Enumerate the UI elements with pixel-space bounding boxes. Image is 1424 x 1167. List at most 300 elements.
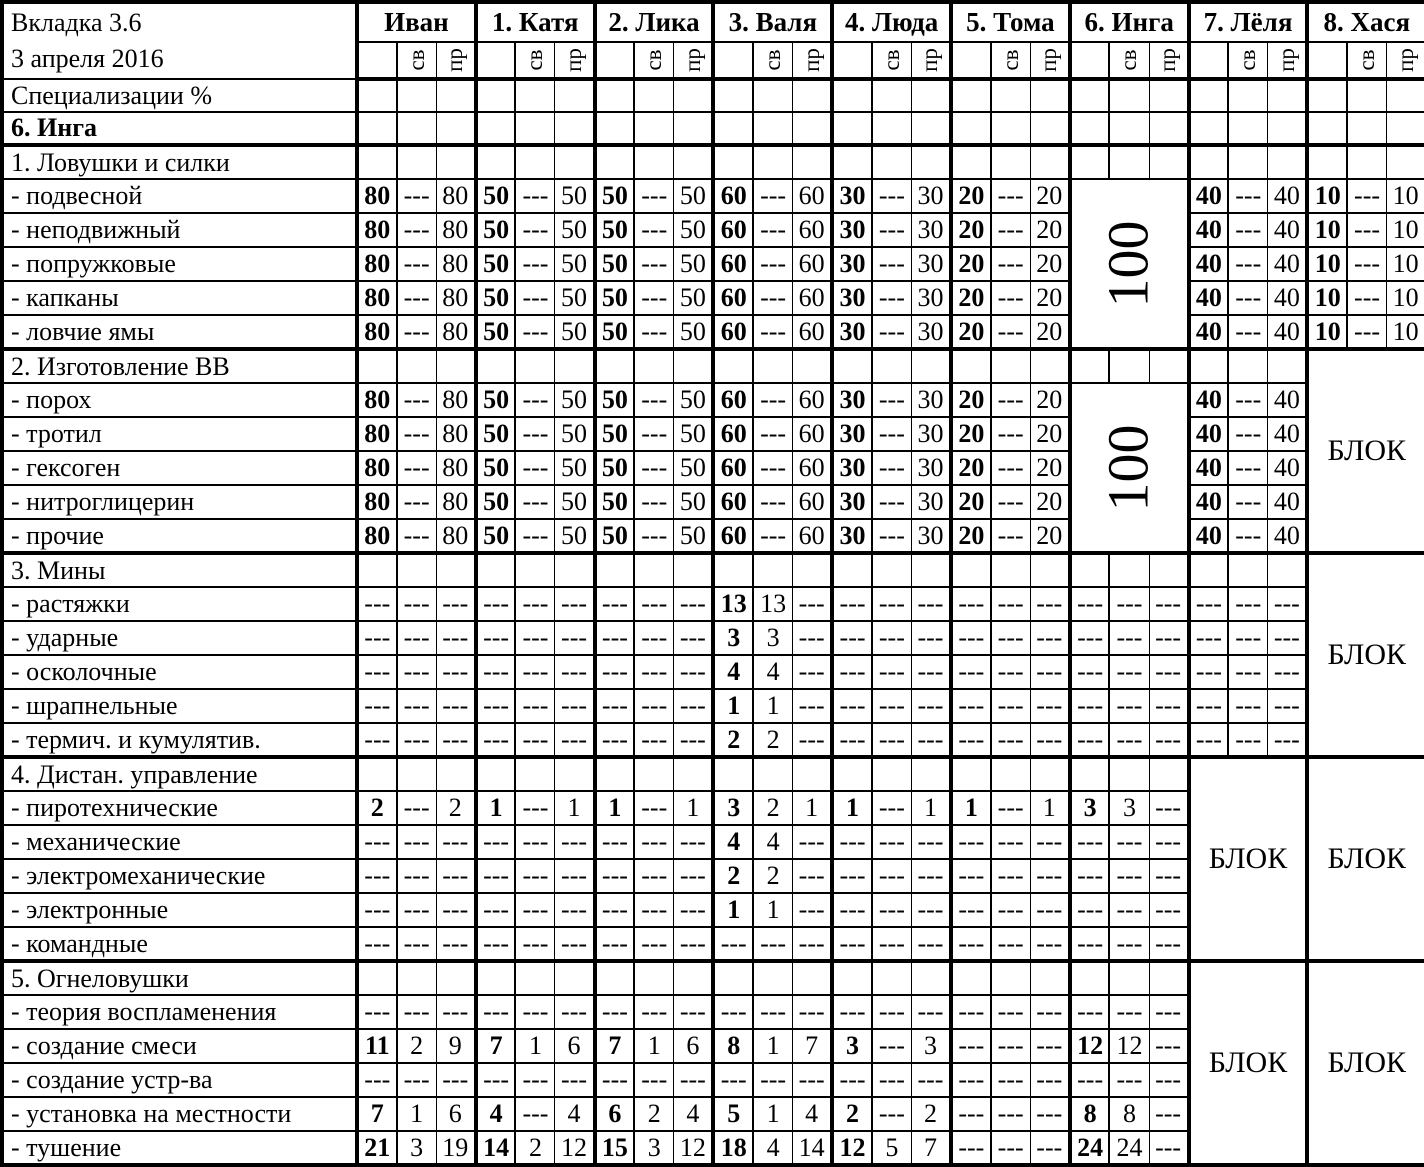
value-cell: 80 bbox=[436, 519, 476, 553]
value-cell: --- bbox=[991, 213, 1031, 247]
empty-cell bbox=[595, 349, 635, 383]
value-cell: 10 bbox=[1307, 247, 1347, 281]
value-cell: 2 bbox=[753, 791, 793, 825]
value-cell: 50 bbox=[674, 383, 714, 417]
value-cell: 3 bbox=[1109, 791, 1149, 825]
subcolumn-header bbox=[1387, 42, 1424, 79]
value-cell: --- bbox=[515, 281, 555, 315]
block-cell: БЛОК bbox=[1307, 553, 1424, 757]
empty-cell bbox=[1109, 79, 1149, 112]
value-cell: --- bbox=[911, 927, 951, 961]
value-cell: --- bbox=[1070, 587, 1110, 621]
empty-cell bbox=[911, 112, 951, 145]
value-cell: --- bbox=[1228, 247, 1268, 281]
value-cell: 3 bbox=[713, 621, 753, 655]
empty-cell bbox=[872, 112, 912, 145]
value-cell: --- bbox=[1228, 315, 1268, 349]
value-cell: 40 bbox=[1268, 247, 1308, 281]
empty-cell bbox=[1030, 79, 1070, 112]
value-cell: --- bbox=[1228, 417, 1268, 451]
value-cell: 50 bbox=[595, 247, 635, 281]
value-cell: --- bbox=[1268, 689, 1308, 723]
empty-cell bbox=[911, 757, 951, 791]
value-cell: --- bbox=[555, 1063, 595, 1097]
value-cell: --- bbox=[832, 995, 872, 1029]
value-cell: 80 bbox=[357, 485, 397, 519]
row-label: - гексоген bbox=[2, 451, 357, 485]
value-cell: 30 bbox=[911, 519, 951, 553]
value-cell: --- bbox=[397, 247, 437, 281]
value-cell: --- bbox=[872, 383, 912, 417]
value-cell: --- bbox=[1149, 893, 1189, 927]
value-cell: 50 bbox=[555, 179, 595, 213]
value-cell: --- bbox=[1109, 587, 1149, 621]
empty-cell bbox=[753, 112, 793, 145]
value-cell: --- bbox=[872, 587, 912, 621]
value-cell: --- bbox=[753, 451, 793, 485]
value-cell: 50 bbox=[555, 213, 595, 247]
value-cell: 30 bbox=[911, 213, 951, 247]
value-cell: 18 bbox=[713, 1131, 753, 1165]
value-cell: --- bbox=[991, 179, 1031, 213]
person-header-1: Иван bbox=[357, 2, 476, 42]
value-cell: 30 bbox=[911, 179, 951, 213]
value-cell: 40 bbox=[1189, 417, 1229, 451]
value-cell: --- bbox=[634, 859, 674, 893]
value-cell: --- bbox=[832, 825, 872, 859]
value-cell: --- bbox=[1109, 893, 1149, 927]
value-cell: 2 bbox=[753, 723, 793, 757]
empty-cell bbox=[397, 79, 437, 112]
value-cell: --- bbox=[1109, 995, 1149, 1029]
empty-cell bbox=[753, 757, 793, 791]
value-cell: --- bbox=[595, 723, 635, 757]
value-cell: --- bbox=[1228, 587, 1268, 621]
value-cell: --- bbox=[713, 995, 753, 1029]
value-cell: --- bbox=[1109, 655, 1149, 689]
value-cell: 2 bbox=[357, 791, 397, 825]
value-cell: --- bbox=[555, 927, 595, 961]
value-cell: --- bbox=[951, 1063, 991, 1097]
empty-cell bbox=[436, 757, 476, 791]
empty-cell bbox=[991, 757, 1031, 791]
value-cell: --- bbox=[753, 485, 793, 519]
row-label: - прочие bbox=[2, 519, 357, 553]
value-cell: --- bbox=[911, 655, 951, 689]
value-cell: --- bbox=[674, 689, 714, 723]
value-cell: --- bbox=[515, 689, 555, 723]
value-cell: --- bbox=[793, 723, 833, 757]
value-cell: 1 bbox=[753, 689, 793, 723]
empty-cell bbox=[595, 961, 635, 995]
value-cell: --- bbox=[1268, 723, 1308, 757]
row-label: - ударные bbox=[2, 621, 357, 655]
value-cell: --- bbox=[595, 655, 635, 689]
value-cell: --- bbox=[515, 587, 555, 621]
value-cell: 1 bbox=[555, 791, 595, 825]
empty-cell bbox=[753, 553, 793, 587]
subcolumn-label: св bbox=[1235, 49, 1261, 71]
value-cell: 24 bbox=[1070, 1131, 1110, 1165]
empty-cell bbox=[991, 79, 1031, 112]
row-label: - электромеханические bbox=[2, 859, 357, 893]
empty-cell bbox=[1228, 79, 1268, 112]
value-cell: 30 bbox=[832, 451, 872, 485]
empty-cell bbox=[634, 349, 674, 383]
value-cell: 50 bbox=[476, 213, 516, 247]
empty-cell bbox=[1189, 349, 1229, 383]
empty-cell bbox=[793, 349, 833, 383]
row-label: - создание устр-ва bbox=[2, 1063, 357, 1097]
person-header-5: 4. Люда bbox=[832, 2, 951, 42]
subcolumn-label: пр bbox=[798, 48, 824, 72]
empty-cell bbox=[515, 757, 555, 791]
subcolumn-label: пр bbox=[442, 48, 468, 72]
subcolumn-label: св bbox=[1353, 49, 1379, 71]
empty-cell bbox=[1149, 145, 1189, 179]
empty-cell bbox=[1307, 79, 1347, 112]
value-cell: --- bbox=[515, 655, 555, 689]
value-cell: --- bbox=[1189, 723, 1229, 757]
subcolumn-header bbox=[911, 42, 951, 79]
value-cell: 80 bbox=[436, 179, 476, 213]
empty-cell bbox=[1109, 349, 1149, 383]
value-cell: 50 bbox=[476, 451, 516, 485]
value-cell: --- bbox=[1030, 587, 1070, 621]
value-cell: --- bbox=[674, 1063, 714, 1097]
value-cell: 50 bbox=[476, 247, 516, 281]
value-cell: --- bbox=[753, 519, 793, 553]
section-title-2: 2. Изготовление ВВ bbox=[2, 349, 357, 383]
value-cell: --- bbox=[1149, 621, 1189, 655]
value-cell: --- bbox=[991, 859, 1031, 893]
value-cell: --- bbox=[397, 621, 437, 655]
value-cell: --- bbox=[674, 927, 714, 961]
row-label: - попружковые bbox=[2, 247, 357, 281]
empty-cell bbox=[951, 961, 991, 995]
row-label: - растяжки bbox=[2, 587, 357, 621]
value-cell: --- bbox=[1347, 281, 1387, 315]
empty-cell bbox=[397, 961, 437, 995]
empty-cell bbox=[753, 349, 793, 383]
row-label: - электронные bbox=[2, 893, 357, 927]
value-cell: --- bbox=[555, 621, 595, 655]
value-cell: 50 bbox=[595, 179, 635, 213]
value-cell: --- bbox=[872, 1063, 912, 1097]
value-cell: 8 bbox=[713, 1029, 753, 1063]
value-cell: 6 bbox=[555, 1029, 595, 1063]
value-cell: --- bbox=[515, 179, 555, 213]
value-cell: --- bbox=[634, 213, 674, 247]
value-cell: --- bbox=[911, 893, 951, 927]
value-cell: 3 bbox=[911, 1029, 951, 1063]
empty-cell bbox=[832, 961, 872, 995]
value-cell: --- bbox=[1228, 383, 1268, 417]
value-cell: --- bbox=[436, 723, 476, 757]
value-cell: --- bbox=[515, 825, 555, 859]
subcolumn-header bbox=[1109, 42, 1149, 79]
value-cell: 1 bbox=[911, 791, 951, 825]
empty-cell bbox=[634, 553, 674, 587]
empty-cell bbox=[832, 757, 872, 791]
value-cell: 14 bbox=[476, 1131, 516, 1165]
empty-cell bbox=[1109, 961, 1149, 995]
value-cell: 20 bbox=[951, 247, 991, 281]
value-cell: 7 bbox=[793, 1029, 833, 1063]
value-cell: 20 bbox=[951, 383, 991, 417]
person-header-4: 3. Валя bbox=[713, 2, 832, 42]
value-cell: --- bbox=[793, 893, 833, 927]
value-cell: --- bbox=[951, 1029, 991, 1063]
empty-cell bbox=[1070, 553, 1110, 587]
value-cell: --- bbox=[515, 893, 555, 927]
empty-cell bbox=[832, 553, 872, 587]
empty-cell bbox=[1268, 79, 1308, 112]
value-cell: --- bbox=[793, 655, 833, 689]
empty-cell bbox=[357, 145, 397, 179]
value-cell: --- bbox=[634, 791, 674, 825]
selected-person-label: 6. Инга bbox=[2, 112, 357, 145]
empty-cell bbox=[911, 961, 951, 995]
row-label: - командные bbox=[2, 927, 357, 961]
value-cell: --- bbox=[872, 689, 912, 723]
value-cell: 50 bbox=[555, 417, 595, 451]
value-cell: 4 bbox=[713, 825, 753, 859]
value-cell: 30 bbox=[911, 281, 951, 315]
value-cell: --- bbox=[1070, 1063, 1110, 1097]
value-cell: 80 bbox=[436, 451, 476, 485]
value-cell: --- bbox=[397, 451, 437, 485]
value-cell: --- bbox=[555, 689, 595, 723]
value-cell: 40 bbox=[1268, 213, 1308, 247]
section-title-3: 3. Мины bbox=[2, 553, 357, 587]
empty-cell bbox=[951, 145, 991, 179]
subcolumn-label: пр bbox=[917, 48, 943, 72]
value-cell: --- bbox=[476, 655, 516, 689]
value-cell: --- bbox=[674, 723, 714, 757]
value-cell: --- bbox=[832, 893, 872, 927]
value-cell: --- bbox=[1070, 995, 1110, 1029]
value-cell: --- bbox=[1149, 859, 1189, 893]
value-cell: --- bbox=[793, 927, 833, 961]
value-cell: --- bbox=[595, 893, 635, 927]
sheet-title-line1: Вкладка 3.6 bbox=[11, 8, 142, 37]
empty-cell bbox=[713, 349, 753, 383]
empty-cell bbox=[1109, 757, 1149, 791]
value-cell: --- bbox=[357, 995, 397, 1029]
value-cell: --- bbox=[991, 825, 1031, 859]
value-cell: --- bbox=[951, 621, 991, 655]
empty-cell bbox=[1189, 553, 1229, 587]
value-cell: 80 bbox=[436, 247, 476, 281]
value-cell: --- bbox=[515, 383, 555, 417]
value-cell: 20 bbox=[951, 315, 991, 349]
person-header-3: 2. Лика bbox=[595, 2, 714, 42]
value-cell: 20 bbox=[1030, 451, 1070, 485]
empty-cell bbox=[793, 553, 833, 587]
value-cell: 20 bbox=[951, 485, 991, 519]
value-cell: 60 bbox=[793, 383, 833, 417]
value-cell: 50 bbox=[476, 417, 516, 451]
value-cell: --- bbox=[555, 893, 595, 927]
value-cell: 10 bbox=[1387, 315, 1424, 349]
empty-cell bbox=[1268, 553, 1308, 587]
value-cell: --- bbox=[595, 587, 635, 621]
subcolumn-label: пр bbox=[560, 48, 586, 72]
empty-cell bbox=[357, 553, 397, 587]
value-cell: 3 bbox=[1070, 791, 1110, 825]
value-cell: --- bbox=[674, 587, 714, 621]
subcolumn-header bbox=[1228, 42, 1268, 79]
value-cell: --- bbox=[872, 621, 912, 655]
empty-cell bbox=[397, 349, 437, 383]
empty-cell bbox=[595, 757, 635, 791]
row-label: - термич. и кумулятив. bbox=[2, 723, 357, 757]
value-cell: --- bbox=[872, 519, 912, 553]
empty-cell bbox=[832, 145, 872, 179]
row-label: - механические bbox=[2, 825, 357, 859]
empty-cell bbox=[1109, 553, 1149, 587]
value-cell: 6 bbox=[436, 1097, 476, 1131]
empty-cell bbox=[793, 145, 833, 179]
value-cell: --- bbox=[397, 179, 437, 213]
value-cell: --- bbox=[674, 859, 714, 893]
empty-cell bbox=[713, 112, 753, 145]
value-cell: --- bbox=[1109, 689, 1149, 723]
value-cell: --- bbox=[1030, 893, 1070, 927]
empty-cell bbox=[1070, 145, 1110, 179]
value-cell: 20 bbox=[1030, 213, 1070, 247]
value-cell: --- bbox=[991, 1131, 1031, 1165]
empty-cell bbox=[357, 349, 397, 383]
value-cell: --- bbox=[1030, 1029, 1070, 1063]
value-cell: 7 bbox=[357, 1097, 397, 1131]
value-cell: 7 bbox=[476, 1029, 516, 1063]
empty-cell bbox=[357, 757, 397, 791]
empty-cell bbox=[1347, 79, 1387, 112]
value-cell: --- bbox=[555, 655, 595, 689]
value-cell: --- bbox=[634, 417, 674, 451]
row-label: - теория воспламенения bbox=[2, 995, 357, 1029]
value-cell: --- bbox=[634, 587, 674, 621]
empty-cell bbox=[1149, 349, 1189, 383]
value-cell: 30 bbox=[911, 315, 951, 349]
empty-cell bbox=[1387, 79, 1424, 112]
value-cell: 50 bbox=[476, 383, 516, 417]
block-cell: БЛОК bbox=[1307, 757, 1424, 961]
value-cell: --- bbox=[991, 689, 1031, 723]
value-cell: 80 bbox=[357, 519, 397, 553]
value-cell: 9 bbox=[436, 1029, 476, 1063]
value-cell: 80 bbox=[436, 417, 476, 451]
value-cell: --- bbox=[634, 723, 674, 757]
value-cell: --- bbox=[832, 859, 872, 893]
value-cell: --- bbox=[1149, 1029, 1189, 1063]
value-cell: --- bbox=[1070, 825, 1110, 859]
value-cell: 8 bbox=[1109, 1097, 1149, 1131]
value-cell: 1 bbox=[397, 1097, 437, 1131]
empty-cell bbox=[991, 145, 1031, 179]
value-cell: 1 bbox=[793, 791, 833, 825]
empty-cell bbox=[713, 961, 753, 995]
value-cell: --- bbox=[951, 1097, 991, 1131]
value-cell: --- bbox=[357, 825, 397, 859]
value-cell: 12 bbox=[674, 1131, 714, 1165]
value-cell: --- bbox=[872, 791, 912, 825]
value-cell: 50 bbox=[674, 281, 714, 315]
value-cell: 30 bbox=[832, 281, 872, 315]
value-cell: 1 bbox=[713, 893, 753, 927]
empty-cell bbox=[1070, 79, 1110, 112]
value-cell: 50 bbox=[595, 213, 635, 247]
value-cell: 3 bbox=[832, 1029, 872, 1063]
value-cell: --- bbox=[991, 995, 1031, 1029]
value-cell: 60 bbox=[793, 417, 833, 451]
value-cell: --- bbox=[1149, 655, 1189, 689]
empty-cell bbox=[634, 145, 674, 179]
value-cell: --- bbox=[476, 723, 516, 757]
value-cell: 4 bbox=[476, 1097, 516, 1131]
value-cell: --- bbox=[753, 1063, 793, 1097]
value-cell: 20 bbox=[1030, 519, 1070, 553]
section-title-4: 4. Дистан. управление bbox=[2, 757, 357, 791]
subcolumn-header bbox=[674, 42, 714, 79]
value-cell: --- bbox=[991, 451, 1031, 485]
value-cell: 2 bbox=[436, 791, 476, 825]
value-cell: 1 bbox=[753, 1097, 793, 1131]
empty-cell bbox=[713, 553, 753, 587]
value-cell: 40 bbox=[1268, 417, 1308, 451]
value-cell: --- bbox=[793, 689, 833, 723]
row-label: - неподвижный bbox=[2, 213, 357, 247]
subcolumn-header bbox=[991, 42, 1031, 79]
sheet-title bbox=[2, 2, 357, 79]
subcolumn-label: св bbox=[522, 49, 548, 71]
empty-cell bbox=[515, 145, 555, 179]
block-cell: БЛОК bbox=[1189, 961, 1308, 1165]
value-cell: 50 bbox=[555, 281, 595, 315]
value-cell: --- bbox=[1189, 655, 1229, 689]
value-cell: --- bbox=[1268, 621, 1308, 655]
value-cell: --- bbox=[1030, 723, 1070, 757]
value-cell: --- bbox=[634, 995, 674, 1029]
subcolumn-header bbox=[1030, 42, 1070, 79]
value-cell: 40 bbox=[1268, 315, 1308, 349]
empty-cell bbox=[1268, 349, 1308, 383]
empty-cell bbox=[1268, 145, 1308, 179]
value-cell: --- bbox=[872, 247, 912, 281]
value-cell: --- bbox=[1030, 859, 1070, 893]
value-cell: --- bbox=[476, 1063, 516, 1097]
value-cell: 30 bbox=[911, 485, 951, 519]
value-cell: --- bbox=[1030, 927, 1070, 961]
value-cell: --- bbox=[1109, 621, 1149, 655]
value-cell: --- bbox=[991, 893, 1031, 927]
subcolumn-label: св bbox=[641, 49, 667, 71]
value-cell: --- bbox=[872, 1029, 912, 1063]
value-cell: --- bbox=[951, 893, 991, 927]
value-cell: --- bbox=[397, 587, 437, 621]
value-cell: 20 bbox=[951, 213, 991, 247]
value-cell: --- bbox=[515, 451, 555, 485]
value-cell: --- bbox=[674, 995, 714, 1029]
empty-cell bbox=[1228, 553, 1268, 587]
value-cell: --- bbox=[634, 281, 674, 315]
value-cell: --- bbox=[634, 383, 674, 417]
value-cell: 50 bbox=[555, 247, 595, 281]
value-cell: --- bbox=[634, 655, 674, 689]
value-cell: --- bbox=[397, 723, 437, 757]
